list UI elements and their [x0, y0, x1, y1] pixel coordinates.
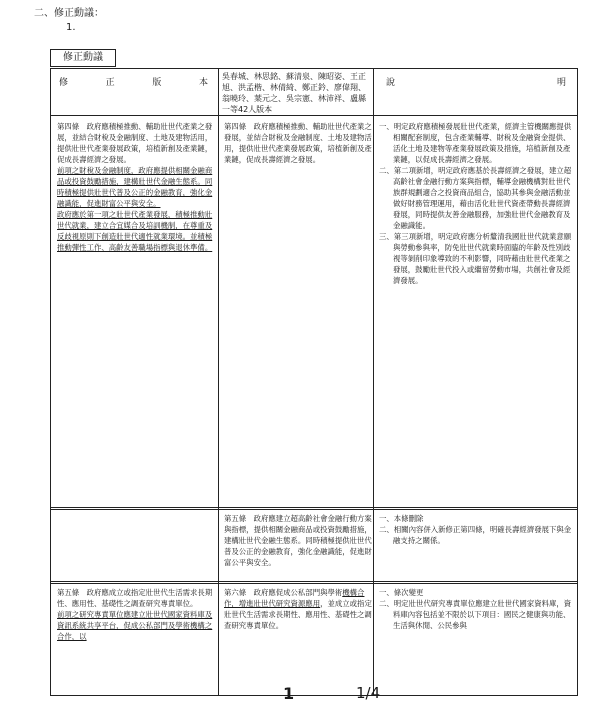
item-number: 1. [66, 22, 76, 33]
article-paragraph-amended: 前項之研究專責單位應建立壯世代國家資料庫及資訊系統共享平台，促成公私部門及學術機構之合作，以 [57, 610, 213, 641]
row2-explanation [379, 513, 575, 546]
article-paragraph: 第五條 政府應成立或指定壯世代生活需求長期性、應用性、基礎性之調查研究專責單位。 [57, 588, 213, 608]
column-divider [218, 69, 219, 695]
row2-proposer-text: 第五條 政府應建立超高齡社會金融行動方案與指標，提供相關金融商品或投資鼓勵措施，建構壯世代金融生態系。同時積極提供壯世代普及公正的金融教育，強化金融識能，促進財富公平與安全。 [224, 514, 372, 567]
article-paragraph-amended: 政府應於第一項之壯世代產業發展，積極推動壯世代就業，建立合宜媒合及培訓機制，在尊重及反歧視原則下創造壯世代適性就業環境。並積極推動彈性工作、高齡友善職場指標與退休準備。 [57, 210, 213, 252]
explanation-point: 一、條次變更 [379, 588, 424, 597]
article-segment: 第六條 政府應促成公私部門與學術 [224, 588, 343, 597]
article-segment: ，並成立或指定壯世代生活需求長期性、應用性、基礎性之調查研究專責單位。 [224, 599, 372, 630]
explanation-point: 二、第二項新增，明定政府應基於長壽經濟之發展，建立超高齡社會金融行動方案與指標，輔導金融機構對壯世代族群規劃適合之投資商品組合，協助其參與金融活動並做好財務管理運用，藉由活化壯世代資產帶動長壽經濟發展，同時提供友善金融服務，加強壯世代金融教育及金融識能。 [379, 166, 572, 230]
explanation-point: 二、相關內容併入新修正第四條，明確長壽經濟發展下與金融支持之關係。 [379, 525, 572, 545]
comparison-table [50, 68, 578, 696]
row-divider [51, 507, 577, 510]
header-explanation: 說 明 [386, 78, 566, 88]
row1-revised-text [57, 121, 217, 253]
header-revised-version: 修 正 版 本 [59, 78, 208, 88]
article-segment-amended: 機構合作，增進壯世代研究資源應用 [224, 588, 365, 608]
row1-explanation [379, 121, 575, 286]
section-label-box: 修正動議 [50, 49, 116, 67]
explanation-point: 二、明定壯世代研究專責單位應建立壯世代國家資料庫，資料庫內容包括並不限於以下項目：國民之健康與功能、生活與休閒、公民參與 [379, 599, 572, 630]
row3-proposer-text [224, 587, 373, 631]
article-paragraph: 第四條 政府應積極推動、輔助壯世代產業之發展，並結合財稅及金融制度、土地及建物活用，提供壯世代產業發展政策，培植新創及產業鏈，促成長壽經濟之發展。 [57, 122, 213, 164]
explanation-point: 一、本條刪除 [379, 514, 424, 523]
section-heading: 二、修正動議： [34, 8, 104, 19]
handwritten-page-fraction: 1/4 [356, 684, 381, 702]
explanation-point: 一、明定政府應積極發展壯世代產業，經濟主管機關應提供相關配套制度，包含產業輔導、財稅及金融資金提供、活化土地及建物等產業發展政策及措施，培植新創及產業鏈，以促成長壽經濟之發展。 [379, 122, 572, 164]
header-divider [51, 115, 577, 116]
row3-explanation [379, 587, 575, 631]
column-divider [373, 69, 374, 695]
handwritten-page-number: 1 [283, 684, 295, 703]
article-paragraph-amended: 前項之財稅及金融制度，政府應提供相關金融商品或投資鼓勵措施，建構壯世代金融生態系。同時積極提供壯世代普及公正的金融教育，強化金融識能，促進財富公平與安全。 [57, 166, 213, 208]
header-proposer-version: 吳春城、林思銘、蘇清泉、陳昭姿、王正旭、洪孟楷、林倩綺、鄭正鈐、廖偉翔、翁曉玲、葉元之、吳宗憲、林沛祥、盧縣一等42人版本 [222, 72, 366, 114]
row3-revised-text [57, 587, 217, 642]
row1-proposer-text: 第四條 政府應積極推動、輔助壯世代產業之發展，並結合財稅及金融制度、土地及建物活用，提供壯世代產業發展政策，培植新創及產業鏈，促成長壽經濟之發展。 [224, 122, 372, 164]
explanation-point: 三、第三項新增，明定政府應分析釐清我國壯世代就業意願與勞動參與率，防免壯世代就業時面臨的年齡及性別歧視等剝削印象導致的不利影響，同時藉由壯世代產業之發展，鼓勵壯世代投入或繼留勞動市場，共創社會及經濟發展。 [379, 232, 572, 285]
row-divider [51, 581, 577, 584]
